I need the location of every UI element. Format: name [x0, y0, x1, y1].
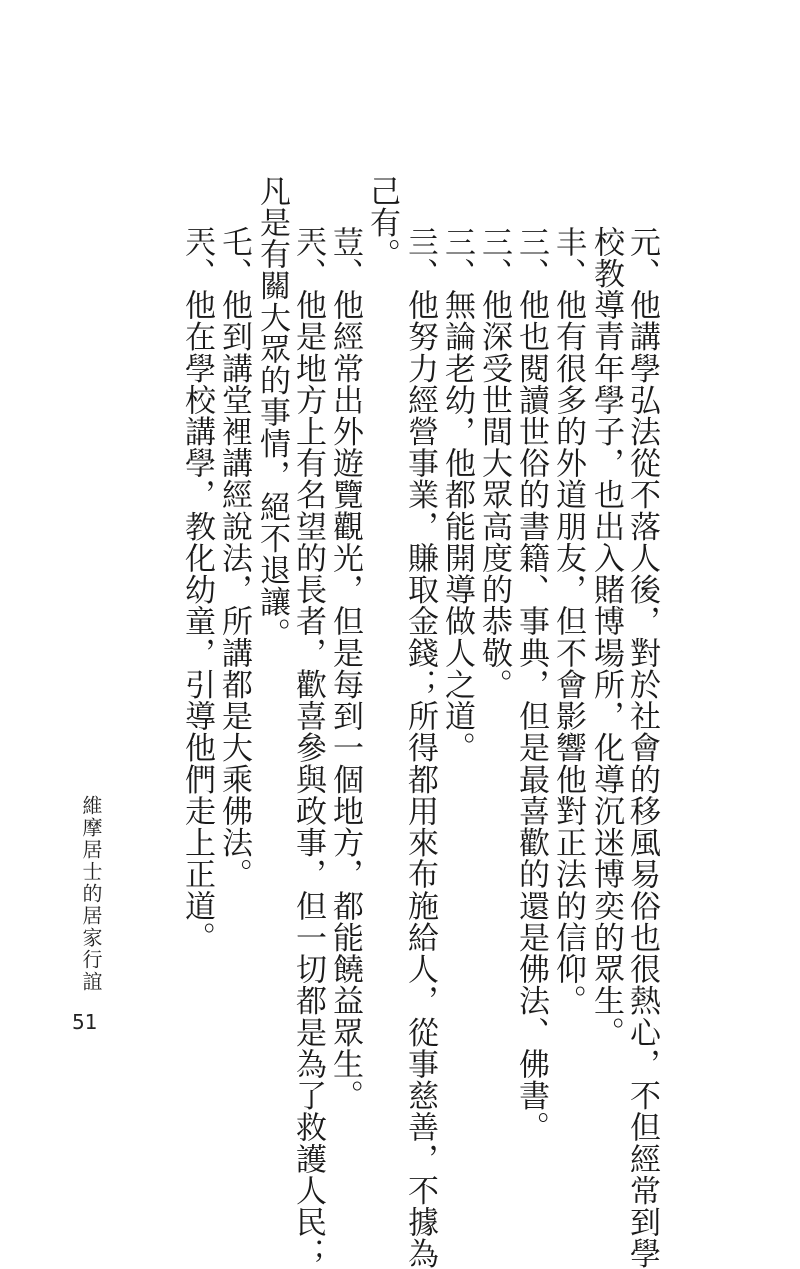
text-column-8: 己有。	[364, 175, 400, 270]
text-column-13: 兲、他在學校講學，教化幼童，引導他們走上正道。	[179, 226, 215, 954]
text-column-7: 亖、他努力經營事業，賺取金錢；所得都用來布施給人，從事慈善，不據為	[402, 226, 438, 1269]
text-column-12: 乇、他到講堂裡講經說法，所講都是大乘佛法。	[216, 226, 252, 891]
text-column-6: 三、無論老幼，他都能開導做人之道。	[439, 226, 475, 764]
text-column-1: 元、他講學弘法從不落人後，對於社會的移風易俗也很熱心，不但經常到學	[624, 226, 660, 1269]
text-column-2: 校教導青年學子，也出入賭博場所，化導沉迷博奕的眾生。	[588, 226, 624, 1049]
text-column-3: 丰、他有很多的外道朋友，但不會影響他對正法的信仰。	[550, 226, 586, 1017]
text-column-5: 三、他深受世間大眾高度的恭敬。	[476, 226, 512, 701]
text-column-4: 三、他也閱讀世俗的書籍、事典，但是最喜歡的還是佛法、佛書。	[513, 226, 549, 1143]
text-column-10: 兲、他是地方上有名望的長者，歡喜參與政事，但一切都是為了救護人民；	[290, 226, 326, 1269]
running-title: 維摩居士的居家行誼	[79, 795, 103, 993]
text-column-9: 荳、他經常出外遊覽觀光，但是每到一個地方，都能饒益眾生。	[327, 226, 363, 1112]
text-column-11: 凡是有關大眾的事情，絕不退讓。	[254, 175, 290, 650]
page-number: 51	[72, 1010, 98, 1034]
